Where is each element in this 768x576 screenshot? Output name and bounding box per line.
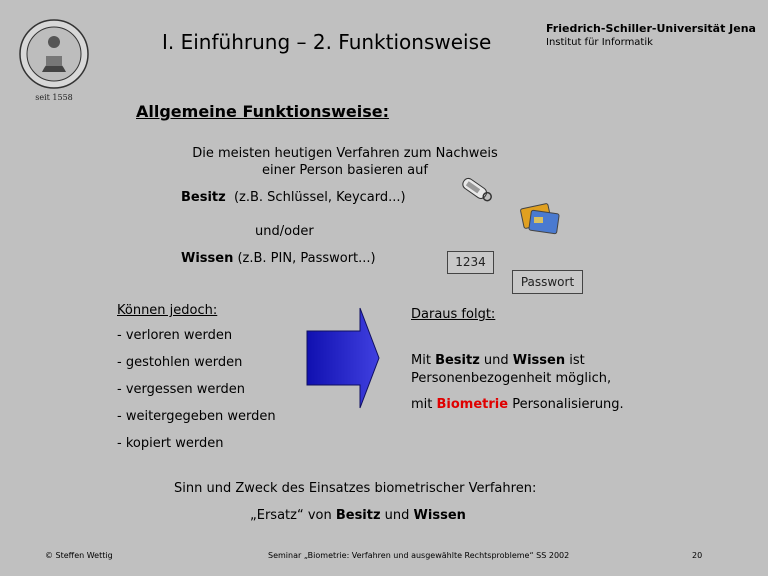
page-number: 20: [692, 551, 703, 560]
risk-item: - kopiert werden: [117, 436, 224, 451]
mit-text: Mit: [411, 353, 436, 368]
ersatz-wissen: Wissen: [413, 508, 466, 523]
wissen-bold: Wissen: [512, 353, 566, 368]
besitz-label: Besitz: [181, 190, 226, 205]
password-example-box: Passwort: [512, 270, 583, 294]
ersatz-besitz: Besitz: [335, 508, 381, 523]
conclusion-line-1: [411, 352, 671, 370]
key-icon: [455, 172, 497, 208]
arrow-right-icon: [306, 307, 380, 409]
risk-item: - gestohlen werden: [117, 355, 243, 370]
besitz-bold: Besitz: [435, 353, 480, 368]
und-text: und: [479, 353, 513, 368]
university-seal-icon: [18, 18, 90, 90]
institute-name: Institut für Informatik: [546, 37, 653, 48]
personalisierung-text: Personalisierung.: [508, 397, 624, 412]
ersatz-open: „Ersatz“ von: [250, 508, 336, 523]
risk-item: - vergessen werden: [117, 382, 246, 397]
risk-list: [117, 328, 276, 463]
footer-seminar: Seminar „Biometrie: Verfahren und ausgewählte Rechtsprobleme“ SS 2002: [268, 551, 570, 560]
conclusion-line-2: Personenbezogenheit möglich,: [411, 371, 612, 386]
intro-line-1: Die meisten heutigen Verfahren zum Nachweis: [192, 146, 498, 161]
biometrie-highlight: Biometrie: [436, 397, 509, 412]
wissen-line: [181, 251, 376, 266]
wissen-label: Wissen: [181, 251, 234, 266]
und-oder-text: und/oder: [255, 224, 314, 239]
ersatz-line: [250, 508, 466, 523]
conclusion-text: [411, 352, 671, 388]
koennen-heading: Können jedoch:: [117, 303, 218, 318]
besitz-examples: (z.B. Schlüssel, Keycard...): [225, 190, 406, 205]
biometrie-line: [411, 397, 624, 412]
besitz-line: [181, 190, 406, 205]
pin-example-box: 1234: [447, 251, 494, 274]
risk-item: - weitergegeben werden: [117, 409, 276, 424]
ersatz-und: und: [380, 508, 414, 523]
risk-item: - verloren werden: [117, 328, 233, 343]
footer-author: © Steffen Wettig: [45, 551, 113, 560]
university-name: Friedrich-Schiller-Universität Jena: [546, 22, 756, 35]
daraus-heading: Daraus folgt:: [411, 307, 496, 322]
ist-text: ist: [565, 353, 585, 368]
mit2-text: mit: [411, 397, 437, 412]
purpose-text: Sinn und Zweck des Einsatzes biometrischer Verfahren:: [174, 481, 537, 496]
keycard-icon: [518, 200, 562, 238]
intro-line-2: einer Person basieren auf: [262, 163, 428, 178]
slide-title: I. Einführung – 2. Funktionsweise: [162, 30, 492, 54]
wissen-examples: (z.B. PIN, Passwort...): [233, 251, 376, 266]
section-heading: Allgemeine Funktionsweise:: [136, 102, 389, 121]
seal-year: seit 1558: [35, 93, 73, 102]
